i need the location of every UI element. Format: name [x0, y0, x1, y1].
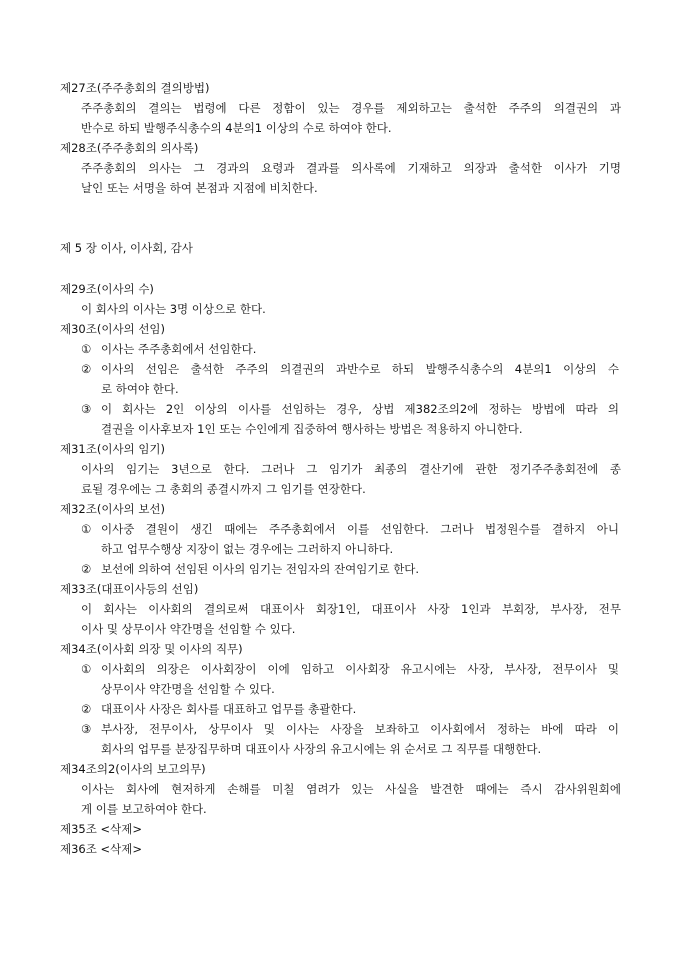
item-text: 부사장, 전무이사, 상무이사 및 이사는 사장을 보좌하고 이사회에서 정하는 바에 따라 이 [101, 722, 619, 736]
item-text: 이사회의 의장은 이사회장이 이에 임하고 이사회장 유고시에는 사장, 부사장, 전무이사 및 [101, 662, 619, 676]
item-continuation: 로 하여야 한다. [101, 382, 179, 396]
article-32-item-1 [81, 519, 621, 539]
item-continuation: 회사의 업무를 분장집무하며 대표이사 사장의 유고시에는 위 순서로 그 직무를 대행한다. [101, 742, 542, 756]
item-continuation: 결권을 이사후보자 1인 또는 수인에게 집중하여 행사하는 방법은 적용하지 아니한다. [101, 422, 523, 436]
article-33-text-line: 이사 및 상무이사 약간명을 선임할 수 있다. [81, 622, 296, 636]
article-34-item-1 [81, 659, 621, 679]
article-33-text-line: 이 회사는 이사회의 결의로써 대표이사 회장1인, 대표이사 사장 1인과 부회장, 부사장, 전무 [81, 602, 621, 616]
item-continuation: 상무이사 약간명을 선임할 수 있다. [101, 682, 275, 696]
article-27-text-line: 반수로 하되 발행주식총수의 4분의1 이상의 수로 하여야 한다. [81, 121, 392, 135]
item-text: 이사의 선임은 출석한 주주의 의결권의 과반수로 하되 발행주식총수의 4분의1 이상의 수 [101, 362, 619, 376]
item-number: ① [81, 522, 92, 536]
chapter-5-heading: 제 5 장 이사, 이사회, 감사 [60, 241, 193, 255]
item-number: ① [81, 662, 92, 676]
article-27-text-line: 주주총회의 결의는 법령에 다른 정함이 있는 경우를 제외하고는 출석한 주주의 의결권의 과 [81, 101, 621, 115]
article-29-heading: 제29조(이사의 수) [60, 282, 154, 296]
article-34-item-3 [81, 719, 621, 739]
item-number: ① [81, 342, 92, 356]
article-30-item-3 [81, 399, 621, 419]
item-continuation: 하고 업무수행상 지장이 없는 경우에는 그러하지 아니하다. [101, 542, 394, 556]
item-number: ② [81, 362, 92, 376]
article-35-heading: 제35조 <삭제> [60, 822, 142, 836]
article-34-item-2 [81, 699, 621, 719]
article-32-heading: 제32조(이사의 보선) [60, 502, 166, 516]
article-33-heading: 제33조(대표이사등의 선임) [60, 582, 199, 596]
article-31-heading: 제31조(이사의 임기) [60, 442, 166, 456]
article-34-2-text-line: 이사는 회사에 현저하게 손해를 미칠 염려가 있는 사실을 발견한 때에는 즉시 감사위원회에 [81, 782, 621, 796]
article-31-text-line: 이사의 임기는 3년으로 한다. 그러나 그 임기가 최종의 결산기에 관한 정기주주총회전에 종 [81, 462, 621, 476]
article-29-text-line: 이 회사의 이사는 3명 이상으로 한다. [81, 302, 266, 316]
item-number: ② [81, 562, 92, 576]
article-27-heading: 제27조(주주총회의 결의방법) [60, 81, 210, 95]
item-text: 대표이사 사장은 회사를 대표하고 업무를 총괄한다. [101, 702, 357, 716]
item-number: ② [81, 702, 92, 716]
article-36-heading: 제36조 <삭제> [60, 842, 142, 856]
article-34-2-text-line: 게 이를 보고하여야 한다. [81, 802, 207, 816]
item-text: 보선에 의하여 선임된 이사의 임기는 전임자의 잔여임기로 한다. [101, 562, 420, 576]
article-32-item-2 [81, 559, 621, 579]
article-30-item-1 [81, 339, 621, 359]
item-text: 이사중 결원이 생긴 때에는 주주총회에서 이를 선임한다. 그러나 법정원수를 결하지 아니 [101, 522, 619, 536]
article-28-text-line: 날인 또는 서명을 하여 본점과 지점에 비치한다. [81, 181, 318, 195]
article-28-text-line: 주주총회의 의사는 그 경과의 요령과 결과를 의사록에 기재하고 의장과 출석한 이사가 기명 [81, 161, 621, 175]
article-34-2-heading: 제34조의2(이사의 보고의무) [60, 762, 206, 776]
article-31-text-line: 료될 경우에는 그 총회의 종결시까지 그 임기를 연장한다. [81, 482, 366, 496]
item-number: ③ [81, 402, 92, 416]
article-34-heading: 제34조(이사회 의장 및 이사의 직무) [60, 642, 243, 656]
item-text: 이 회사는 2인 이상의 이사를 선임하는 경우, 상법 제382조의2에 정하는 방법에 따라 의 [101, 402, 619, 416]
article-30-item-2 [81, 359, 621, 379]
item-number: ③ [81, 722, 92, 736]
item-text: 이사는 주주총회에서 선임한다. [101, 342, 257, 356]
article-28-heading: 제28조(주주총회의 의사록) [60, 141, 199, 155]
article-30-heading: 제30조(이사의 선임) [60, 322, 166, 336]
